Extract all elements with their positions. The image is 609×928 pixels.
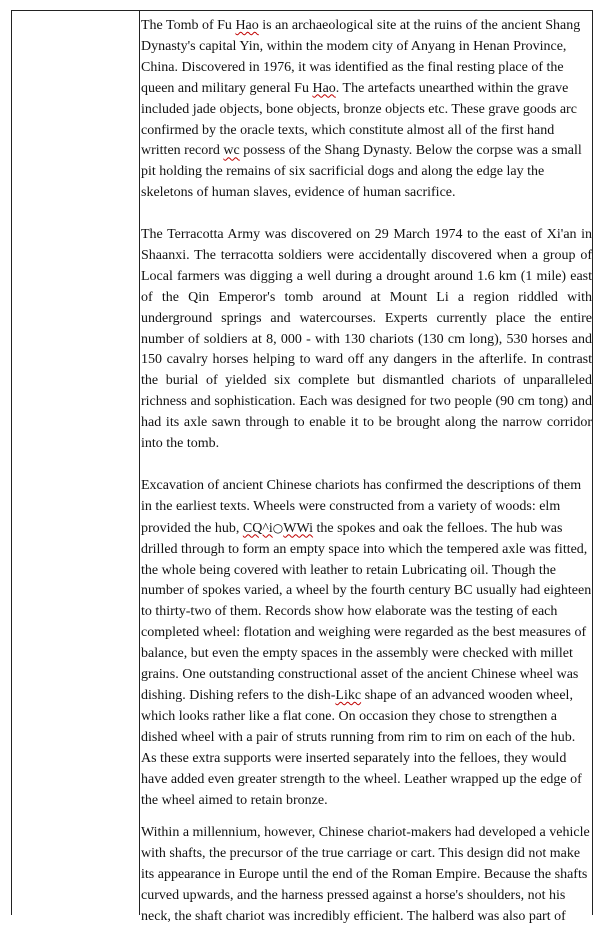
paragraph-spacer <box>141 455 592 476</box>
paragraph-spacer <box>141 811 592 823</box>
paragraph-terracotta: The Terracotta Army was discovered on 29 March 1974 to the east of Xi'an in Shaanxi. The terracotta soldiers were accidentally discovered when a group of Local farmers was digging a well during a drought around 1.6 km (1 mile) east of the Qin Emperor's tomb around at Mount Li a region riddled with underground springs and watercourses. Experts currently place the entire number of soldiers at 8, 000 - with 130 chariots (130 cm long), 530 horses and 150 cavalry horses helping to ward off any dangers in the afterlife. In contrast the burial of yielded six complete but dismantled chariots of unparalleled richness and sophistication. Each was designed for two people (90 cm tong) and had its axle sawn through to enable it to be brought along the narrow corridor into the tomb. <box>141 227 592 452</box>
two-column-table <box>11 10 593 925</box>
spellcheck-word: CQ^i <box>242 520 273 536</box>
paragraph-chariots: Excavation of ancient Chinese chariots has confirmed the descriptions of them in the earliest texts. Wheels were constructed from a variety of woods: elm provided the hub, CQ^i○WWi the spokes and oak the felloes. The hub was drilled through to form an empty space into which the tempered axle was fitted, the whole being covered with leather to retain Lubricating oil. Though the number of spokes varied, a wheel by the fourth century BC usually had eighteen to thirty-two of them. Records show how elaborate was the testing of each completed wheel: flotation and weighing were regarded as the best measures of balance, but even the empty spaces in the assembly were checked with millet grains. One outstanding constructional asset of the ancient Chinese wheel was dishing. Dishing refers to the dish-Likc shape of an advanced wooden wheel, which looks rather like a flat cone. On occasion they chose to strengthen a dished wheel with a pair of struts running from rim to rim on each of the hub. As these extra supports were inserted separately into the felloes, they would have added even greater strength to the wheel. Leather wrapped up the edge of the wheel aimed to retain bronze. <box>141 477 592 808</box>
circle-glyph: ○ <box>272 520 284 535</box>
spellcheck-word: Hao <box>312 80 336 96</box>
spellcheck-word: Likc <box>335 687 362 703</box>
right-text-cell <box>140 11 592 925</box>
spellcheck-word: wc <box>223 143 240 159</box>
left-empty-cell <box>12 11 140 915</box>
spellcheck-word: WWi <box>283 520 314 536</box>
paragraph-spacer <box>141 204 592 225</box>
paragraph-millennium: Within a millennium, however, Chinese chariot-makers had developed a vehicle with shafts, the precursor of the true carriage or cart. This design did not make its appearance in Europe until the end of the Roman Empire. Because the shafts curved upwards, and the harness pressed against a horse's shoulders, not his neck, the shaft chariot was incredibly efficient. The halberd was also part of <box>141 825 590 925</box>
paragraph-fu-hao: The Tomb of Fu Hao is an archaeological site at the ruins of the ancient Shang Dynasty's capital Yin, within the modem city of Anyang in Henan Province, China. Discovered in 1976, it was identified as the final resting place of the queen and military general Fu Hao. The artefacts unearthed within the grave included jade objects, bone objects, bronze objects etc. These grave goods arc confirmed by the oracle texts, which constitute almost all of the first hand written record wc possess of the Shang Dynasty. Below the corpse was a small pit holding the remains of six sacrificial dogs and along the edge lay the skeletons of human slaves, evidence of human sacrifice. <box>141 18 582 201</box>
article-text <box>141 16 592 928</box>
spellcheck-word: Hao <box>235 18 259 33</box>
